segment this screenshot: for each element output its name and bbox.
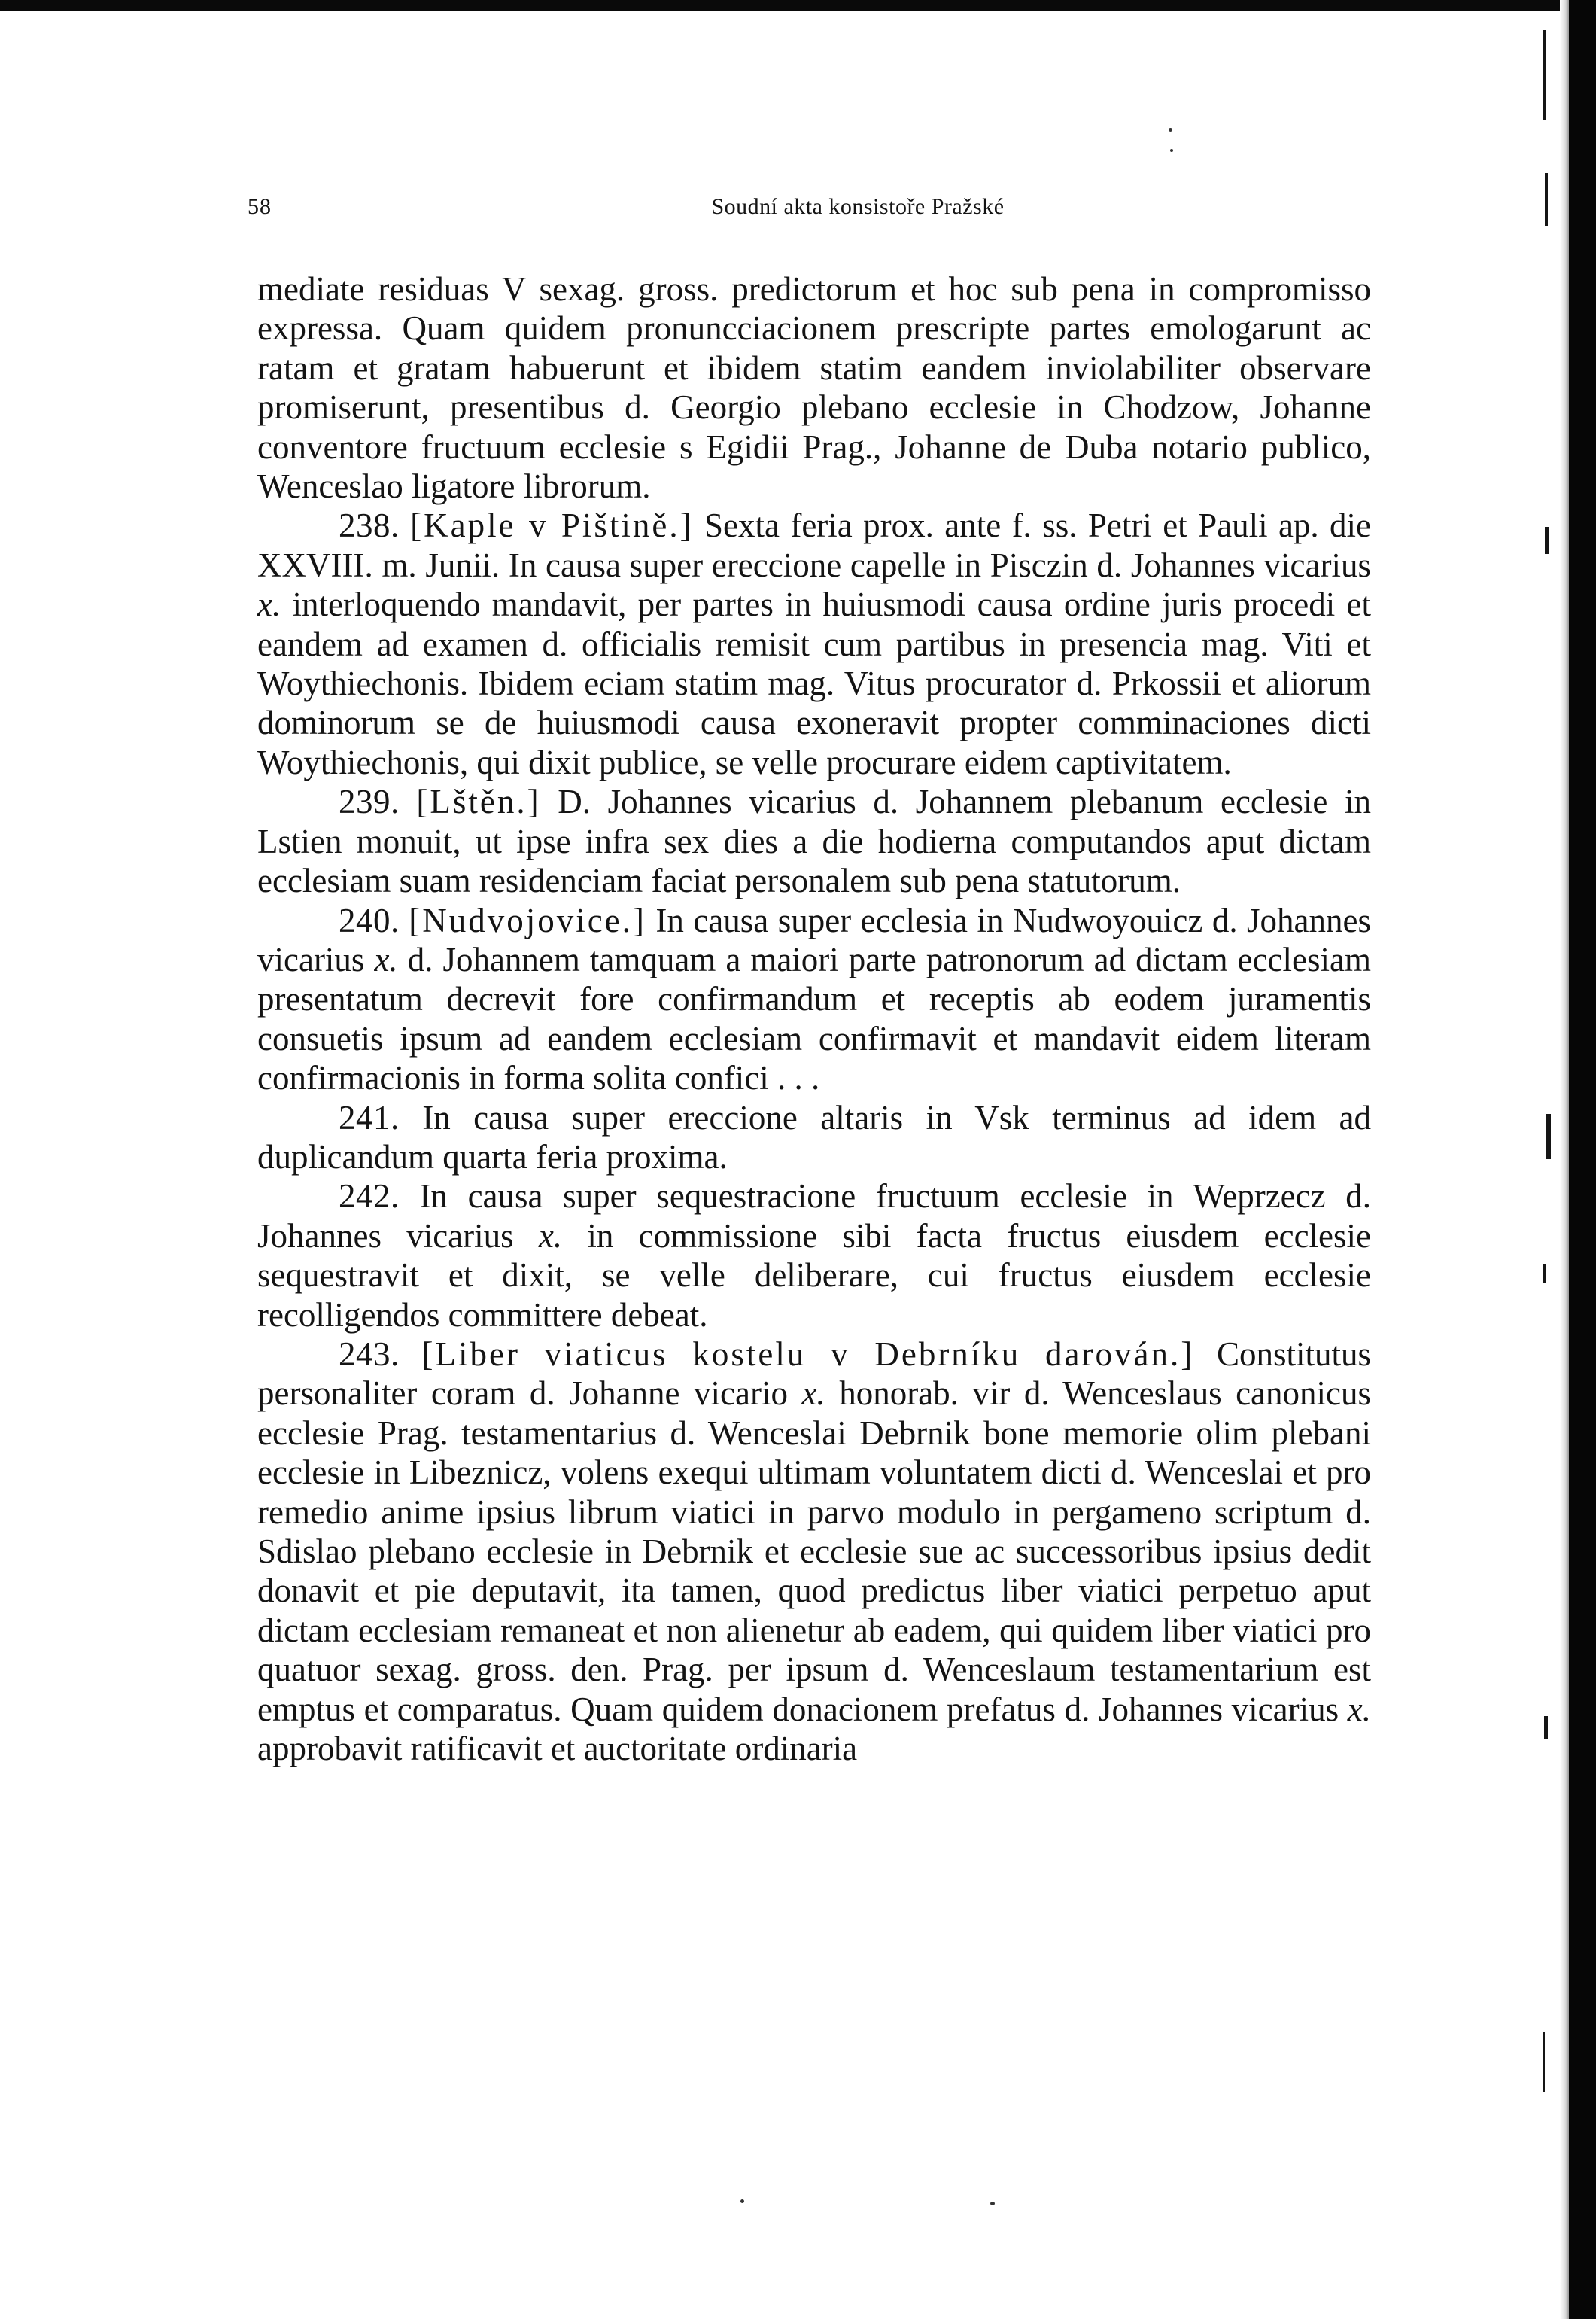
entry-number: 240. [339,901,400,939]
continuation-paragraph [257,269,1371,506]
entry-heading: [Kaple v Pištině.] [410,507,694,545]
scan-speck [1169,128,1172,132]
running-title: Soudní akta konsistoře Pražské [711,194,1005,219]
entry-heading: [Lštěn.] [416,783,541,821]
abbreviation-mark: x. [801,1374,825,1413]
scan-mark [1543,1264,1546,1283]
entry-number: 238. [339,507,400,545]
entry-text: in commissione sibi facta fructus eiusdem ecclesie sequestravit et dixit, se velle deliberare, cui fructus eiusdem ecclesie recolligendos committere debeat. [257,1216,1372,1334]
entry-240 [257,901,1371,1098]
entry-text: In causa super ecclesia in Nudwoyouicz d. Johannes vicarius [257,901,1372,978]
scan-mark [1543,30,1546,120]
scan-speck [740,2199,744,2203]
page-number: 58 [248,194,272,219]
scan-mark [1546,1114,1551,1159]
entry-241 [257,1098,1371,1177]
entry-number: 239. [339,783,400,821]
entry-text: honorab. vir d. Wenceslaus canonicus ecclesie Prag. testamentarius d. Wenceslai Debrnik bone memorie olim plebani ecclesie in Libeznicz, volens exequi ultimam voluntatem dicti d. Wenceslai et pro remedio anime ipsius librum viatici in parvo modulo in pergameno scriptum d. Sdislao plebano ecclesie in Debrnik et ecclesie sue ac successoribus ipsius dedit donavit et pie deputavit, ita tamen, quod predictus liber viatici perpetuo aput dictam ecclesiam remaneat et non alienetur ab eadem, qui quidem liber viatici pro quatuor sexag. gross. den. Prag. per ipsum d. Wenceslaum testamentarium est emptus et comparatus. Quam quidem donacionem prefatus d. Johannes vicarius [257,1374,1372,1728]
entry-text: In causa super sequestracione fructuum ecclesie in Weprzecz d. Johannes vicarius [257,1177,1372,1255]
entry-text: D. Johannes vicarius d. Johannem plebanum ecclesie in Lstien monuit, ut ipse infra sex dies a die hodierna computandos aput dictam ecclesiam suam residenciam faciat personalem sub pena statutorum. [257,783,1372,900]
entry-242 [257,1176,1371,1334]
entry-number: 241. [339,1098,400,1137]
entry-238 [257,506,1371,782]
scan-mark [1544,1716,1548,1739]
scan-speck [990,2202,995,2205]
abbreviation-mark: x. [1347,1690,1371,1728]
paragraph-text: mediate residuas V sexag. gross. predictorum et hoc sub pena in compromisso expressa. Quam quidem pronuncciacionem prescripte partes emologarunt ac ratam et gratam habuerunt et ibidem statim eandem inviolabiliter observare promiserunt, presentibus d. Georgio plebano ecclesie in Chodzow, Johanne conventore fructuum ecclesie s Egidii Prag., Johanne de Duba notario publico, Wenceslao ligatore librorum. [257,270,1371,506]
scan-mark [1543,2032,1545,2092]
entry-number: 243. [339,1334,400,1373]
entry-text: Constitutus personaliter coram d. Johanne vicario [257,1334,1372,1413]
text-body [257,269,1371,1768]
entry-text: approbavit ratificavit et auctoritate ordinaria [257,1730,858,1768]
entry-heading: [Nudvojovice.] [409,901,646,939]
entry-heading: [Liber viaticus kostelu v Debrníku darován.] [421,1334,1195,1373]
entry-text: Sexta feria prox. ante f. ss. Petri et Pauli ap. die XXVIII. m. Junii. In causa super ereccione capelle in Pisczin d. Johannes vicarius [257,507,1372,584]
abbreviation-mark: x. [374,940,398,978]
entry-number: 242. [339,1177,400,1216]
scan-right-border [1569,0,1596,2319]
entry-243 [257,1334,1371,1768]
entry-text: interloquendo mandavit, per partes in huiusmodi causa ordine juris procedi et eandem ad examen d. officialis remisit cum partibus in presencia mag. Viti et Woythiechonis. Ibidem eciam statim mag. Vitus procurator d. Prkossii et aliorum dominorum se de huiusmodi causa exoneravit propter comminaciones dicti Woythiechonis, qui dixit publice, se velle procurare eidem captivitatem. [257,586,1372,781]
entry-239 [257,782,1371,900]
scan-mark [1545,173,1548,226]
scan-top-border [0,0,1596,11]
scan-mark [1545,527,1549,554]
scan-speck [1170,149,1173,152]
abbreviation-mark: x. [257,586,281,624]
abbreviation-mark: x. [538,1216,563,1255]
page-edge-shadow [1560,0,1569,2319]
entry-text: In causa super ereccione altaris in Vsk terminus ad idem ad duplicandum quarta feria proxima. [257,1098,1371,1176]
entry-text: d. Johannem tamquam a maiori parte patronorum ad dictam ecclesiam presentatum decrevit fore confirmandum et receptis ab eodem juramentis consuetis ipsum ad eandem ecclesiam confirmavit et mandavit eidem literam confirmacionis in forma solita confici . . . [257,940,1371,1097]
running-head [248,194,1468,224]
